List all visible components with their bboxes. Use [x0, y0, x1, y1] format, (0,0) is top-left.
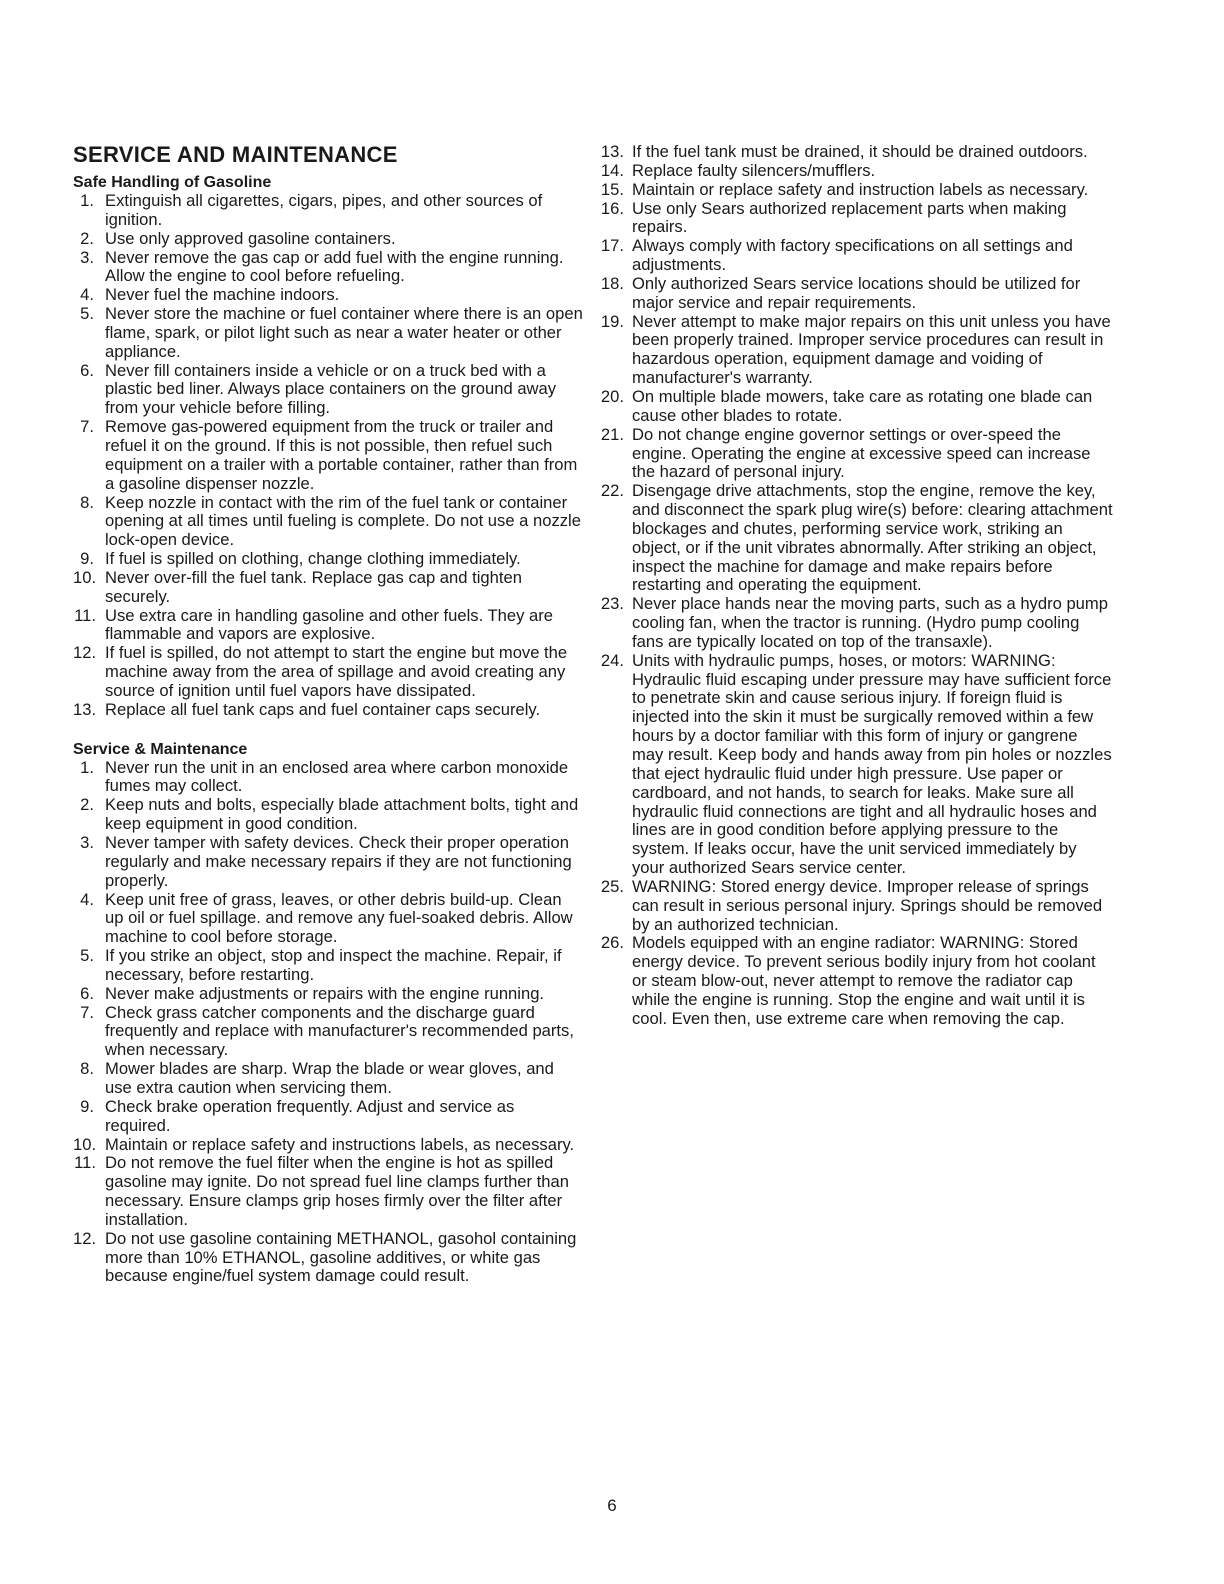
- item-number: 13 .: [73, 701, 96, 720]
- item-number: 17 .: [597, 237, 624, 256]
- item-text: Check brake operation frequently. Adjust and service as required.: [105, 1096, 515, 1135]
- item-number: 13 .: [597, 143, 624, 162]
- item-number: 22 .: [597, 482, 624, 501]
- service-list-continued: [597, 143, 1113, 1029]
- list-item: [597, 162, 1113, 181]
- right-column: [597, 143, 1113, 1029]
- item-text: Replace faulty silencers/mufflers.: [632, 160, 876, 180]
- item-text: WARNING: Stored energy device. Improper release of springs can result in serious personal injury. Springs should be removed by an authorized technician.: [632, 876, 1103, 934]
- item-text: Do not remove the fuel filter when the engine is hot as spilled gasoline may ignite. Do not spread fuel line clamps further than necessary. Ensure clamps grip hoses firmly over the filter after installation.: [105, 1153, 569, 1229]
- page-number: 6: [607, 1496, 617, 1515]
- item-text: Maintain or replace safety and instructions labels, as necessary.: [105, 1134, 575, 1154]
- item-text: Use only Sears authorized replacement parts when making repairs.: [632, 198, 1067, 237]
- item-text: On multiple blade mowers, take care as rotating one blade can cause other blades to rotate.: [632, 386, 1093, 425]
- left-column: [73, 142, 583, 1286]
- item-text: Never make adjustments or repairs with the engine running.: [105, 983, 545, 1003]
- item-number: 25 .: [597, 878, 624, 897]
- item-text: Models equipped with an engine radiator: WARNING: Stored energy device. To prevent serious bodily injury from hot coolant or steam blow-out, never attempt to remove the radiator cap while the engine is running. Stop the engine and wait until it is cool. Even then, use extreme care when removing the cap.: [632, 933, 1096, 1028]
- item-text: Never fill containers inside a vehicle or on a truck bed with a plastic bed liner. Always place containers on the ground away from your vehicle before filling.: [105, 360, 557, 418]
- list-item: [73, 1098, 583, 1136]
- list-item: [597, 595, 1113, 652]
- item-number: 8 .: [73, 1060, 94, 1079]
- item-number: 5 .: [73, 305, 94, 324]
- item-number: 11 .: [73, 607, 96, 626]
- item-number: 21 .: [597, 426, 624, 445]
- item-text: Use only approved gasoline containers.: [105, 228, 396, 248]
- list-item: [597, 482, 1113, 595]
- list-item: [597, 426, 1113, 483]
- item-number: 4 .: [73, 891, 94, 910]
- list-item: [73, 759, 583, 797]
- list-item: [73, 796, 583, 834]
- item-text: Never store the machine or fuel container where there is an open flame, spark, or pilot light such as near a water heater or other appliance.: [105, 304, 583, 361]
- item-number: 3 .: [73, 249, 94, 268]
- list-item: [597, 200, 1113, 238]
- list-item: [597, 878, 1113, 935]
- list-item: [73, 305, 583, 362]
- item-number: 2 .: [73, 796, 94, 815]
- service-list: [73, 759, 583, 1287]
- gasoline-list: [73, 192, 583, 720]
- list-item: [73, 1060, 583, 1098]
- item-number: 26 .: [597, 934, 624, 953]
- list-item: [73, 362, 583, 419]
- item-number: 16 .: [597, 200, 624, 219]
- item-text: Do not change engine governor settings or over-speed the engine. Operating the engine at excessive speed can increase the hazard of personal injury.: [632, 424, 1091, 482]
- list-item: [597, 388, 1113, 426]
- item-text: Never fuel the machine indoors.: [105, 285, 340, 305]
- item-number: 23 .: [597, 595, 624, 614]
- list-item: [73, 286, 583, 305]
- list-item: [597, 313, 1113, 388]
- item-number: 10 .: [73, 1136, 96, 1155]
- item-number: 8 .: [73, 494, 94, 513]
- item-number: 24 .: [597, 652, 624, 671]
- item-number: 1 .: [73, 759, 94, 778]
- list-item: [73, 1136, 583, 1155]
- list-item: [73, 230, 583, 249]
- item-text: Mower blades are sharp. Wrap the blade or wear gloves, and use extra caution when servicing them.: [105, 1059, 554, 1097]
- section-heading-gasoline: Safe Handling of Gasoline: [73, 174, 272, 191]
- list-item: [73, 891, 583, 948]
- item-number: 1 .: [73, 192, 94, 211]
- item-text: If you strike an object, stop and inspect the machine. Repair, if necessary, before restarting.: [105, 946, 562, 984]
- item-number: 3 .: [73, 834, 94, 853]
- item-text: If fuel is spilled on clothing, change clothing immediately.: [105, 549, 521, 569]
- item-text: Check grass catcher components and the discharge guard frequently and replace with manufacturer's recommended parts, when necessary.: [105, 1002, 574, 1060]
- item-text: If fuel is spilled, do not attempt to start the engine but move the machine away from the area of spillage and avoid creating any source of ignition until fuel vapors have dissipated.: [105, 643, 568, 700]
- item-number: 12 .: [73, 644, 96, 663]
- item-text: Keep nozzle in contact with the rim of the fuel tank or container opening at all times until fueling is complete. Do not use a nozzle lock-open device.: [105, 492, 581, 550]
- item-number: 7 .: [73, 1004, 94, 1023]
- item-text: Do not use gasoline containing METHANOL, gasohol containing more than 10% ETHANOL, gasoline additives, or white gas because engine/fuel system damage could result.: [105, 1228, 577, 1286]
- list-item: [73, 569, 583, 607]
- item-text: Maintain or replace safety and instruction labels as necessary.: [632, 179, 1089, 199]
- item-number: 14 .: [597, 162, 624, 181]
- item-number: 5 .: [73, 947, 94, 966]
- item-number: 12 .: [73, 1230, 96, 1249]
- item-number: 10 .: [73, 569, 96, 588]
- item-text: Never remove the gas cap or add fuel with the engine running. Allow the engine to cool before refueling.: [105, 247, 564, 286]
- item-number: 6 .: [73, 362, 94, 381]
- item-text: Extinguish all cigarettes, cigars, pipes, and other sources of ignition.: [105, 191, 543, 229]
- section-heading-service: Service & Maintenance: [73, 740, 248, 758]
- item-number: 9 .: [73, 550, 94, 569]
- item-text: Never run the unit in an enclosed area where carbon monoxide fumes may collect.: [105, 757, 569, 796]
- item-text: Keep unit free of grass, leaves, or other debris build-up. Clean up oil or fuel spillage. and remove any fuel-soaked debris. Allow machine to cool before storage.: [105, 889, 573, 947]
- page-title: SERVICE AND MAINTENANCE: [73, 142, 398, 167]
- list-item: [73, 192, 583, 230]
- list-item: [597, 652, 1113, 878]
- item-number: 9 .: [73, 1098, 94, 1117]
- item-text: Never tamper with safety devices. Check their proper operation regularly and make necessary repairs if they are not functioning properly.: [105, 833, 572, 890]
- item-number: 6 .: [73, 985, 94, 1004]
- list-item: [73, 1230, 583, 1287]
- item-number: 2 .: [73, 230, 94, 249]
- item-number: 11 .: [73, 1154, 96, 1173]
- list-item: [73, 985, 583, 1004]
- item-text: Only authorized Sears service locations should be utilized for major service and repair requirements.: [632, 273, 1081, 312]
- item-text: Remove gas-powered equipment from the truck or trailer and refuel it on the ground. If this is not possible, then refuel such equipment on a trailer with a portable container, rather than from a gasoline dispenser nozzle.: [105, 417, 578, 493]
- list-item: [73, 494, 583, 551]
- list-item: [73, 834, 583, 891]
- list-item: [73, 701, 583, 720]
- item-number: 7 .: [73, 418, 94, 437]
- list-item: [73, 947, 583, 985]
- item-text: Never over-fill the fuel tank. Replace gas cap and tighten securely.: [105, 567, 522, 606]
- item-text: Keep nuts and bolts, especially blade attachment bolts, tight and keep equipment in good condition.: [105, 795, 579, 834]
- list-item: [597, 934, 1113, 1028]
- item-text: Disengage drive attachments, stop the engine, remove the key, and disconnect the spark plug wire(s) before: clearing attachment blockages and chutes, performing service work, striking an object, or if the unit vibrates abnormally. After striking an object, inspect the machine for damage and make repairs before restarting and operating the equipment.: [632, 481, 1113, 595]
- list-item: [597, 237, 1113, 275]
- list-item: [73, 249, 583, 287]
- list-item: [597, 275, 1113, 313]
- item-text: Never attempt to make major repairs on this unit unless you have been properly trained. Improper service procedures can result in hazardous operation, equipment damage and voiding of manufacturer's warranty.: [632, 311, 1111, 388]
- item-number: 18 .: [597, 275, 624, 294]
- item-number: 4 .: [73, 286, 94, 305]
- list-item: [73, 644, 583, 701]
- item-text: If the fuel tank must be drained, it should be drained outdoors.: [632, 142, 1088, 161]
- item-number: 19 .: [597, 313, 624, 332]
- list-item: [73, 418, 583, 493]
- item-text: Use extra care in handling gasoline and other fuels. They are flammable and vapors are explosive.: [105, 605, 553, 644]
- item-text: Always comply with factory specifications on all settings and adjustments.: [632, 236, 1073, 275]
- item-number: 20 .: [597, 388, 624, 407]
- list-item: [597, 143, 1113, 162]
- item-text: Never place hands near the moving parts, such as a hydro pump cooling fan, when the tractor is running. (Hydro pump cooling fans are typically located on top of the transaxle).: [632, 594, 1108, 651]
- item-text: Replace all fuel tank caps and fuel container caps securely.: [105, 699, 541, 719]
- list-item: [597, 181, 1113, 200]
- list-item: [73, 550, 583, 569]
- item-text: Units with hydraulic pumps, hoses, or motors: WARNING: Hydraulic fluid escaping under pressure may have sufficient force to penetrate skin and cause serious injury. If foreign fluid is injected into the skin it must be surgically removed within a few hours by a doctor familiar with this form of injury or gangrene may result. Keep body and hands away from pin holes or nozzles that eject hydraulic fluid under high pressure. Use paper or cardboard, and not hands, to search for leaks. Make sure all hydraulic fluid connections are tight and all hydraulic hoses and lines are in good condition before applying pressure to the system. If leaks occur, have the unit serviced immediately by your authorized Sears service center.: [632, 650, 1112, 878]
- list-item: [73, 1154, 583, 1229]
- list-item: [73, 1004, 583, 1061]
- list-item: [73, 607, 583, 645]
- item-number: 15 .: [597, 181, 624, 200]
